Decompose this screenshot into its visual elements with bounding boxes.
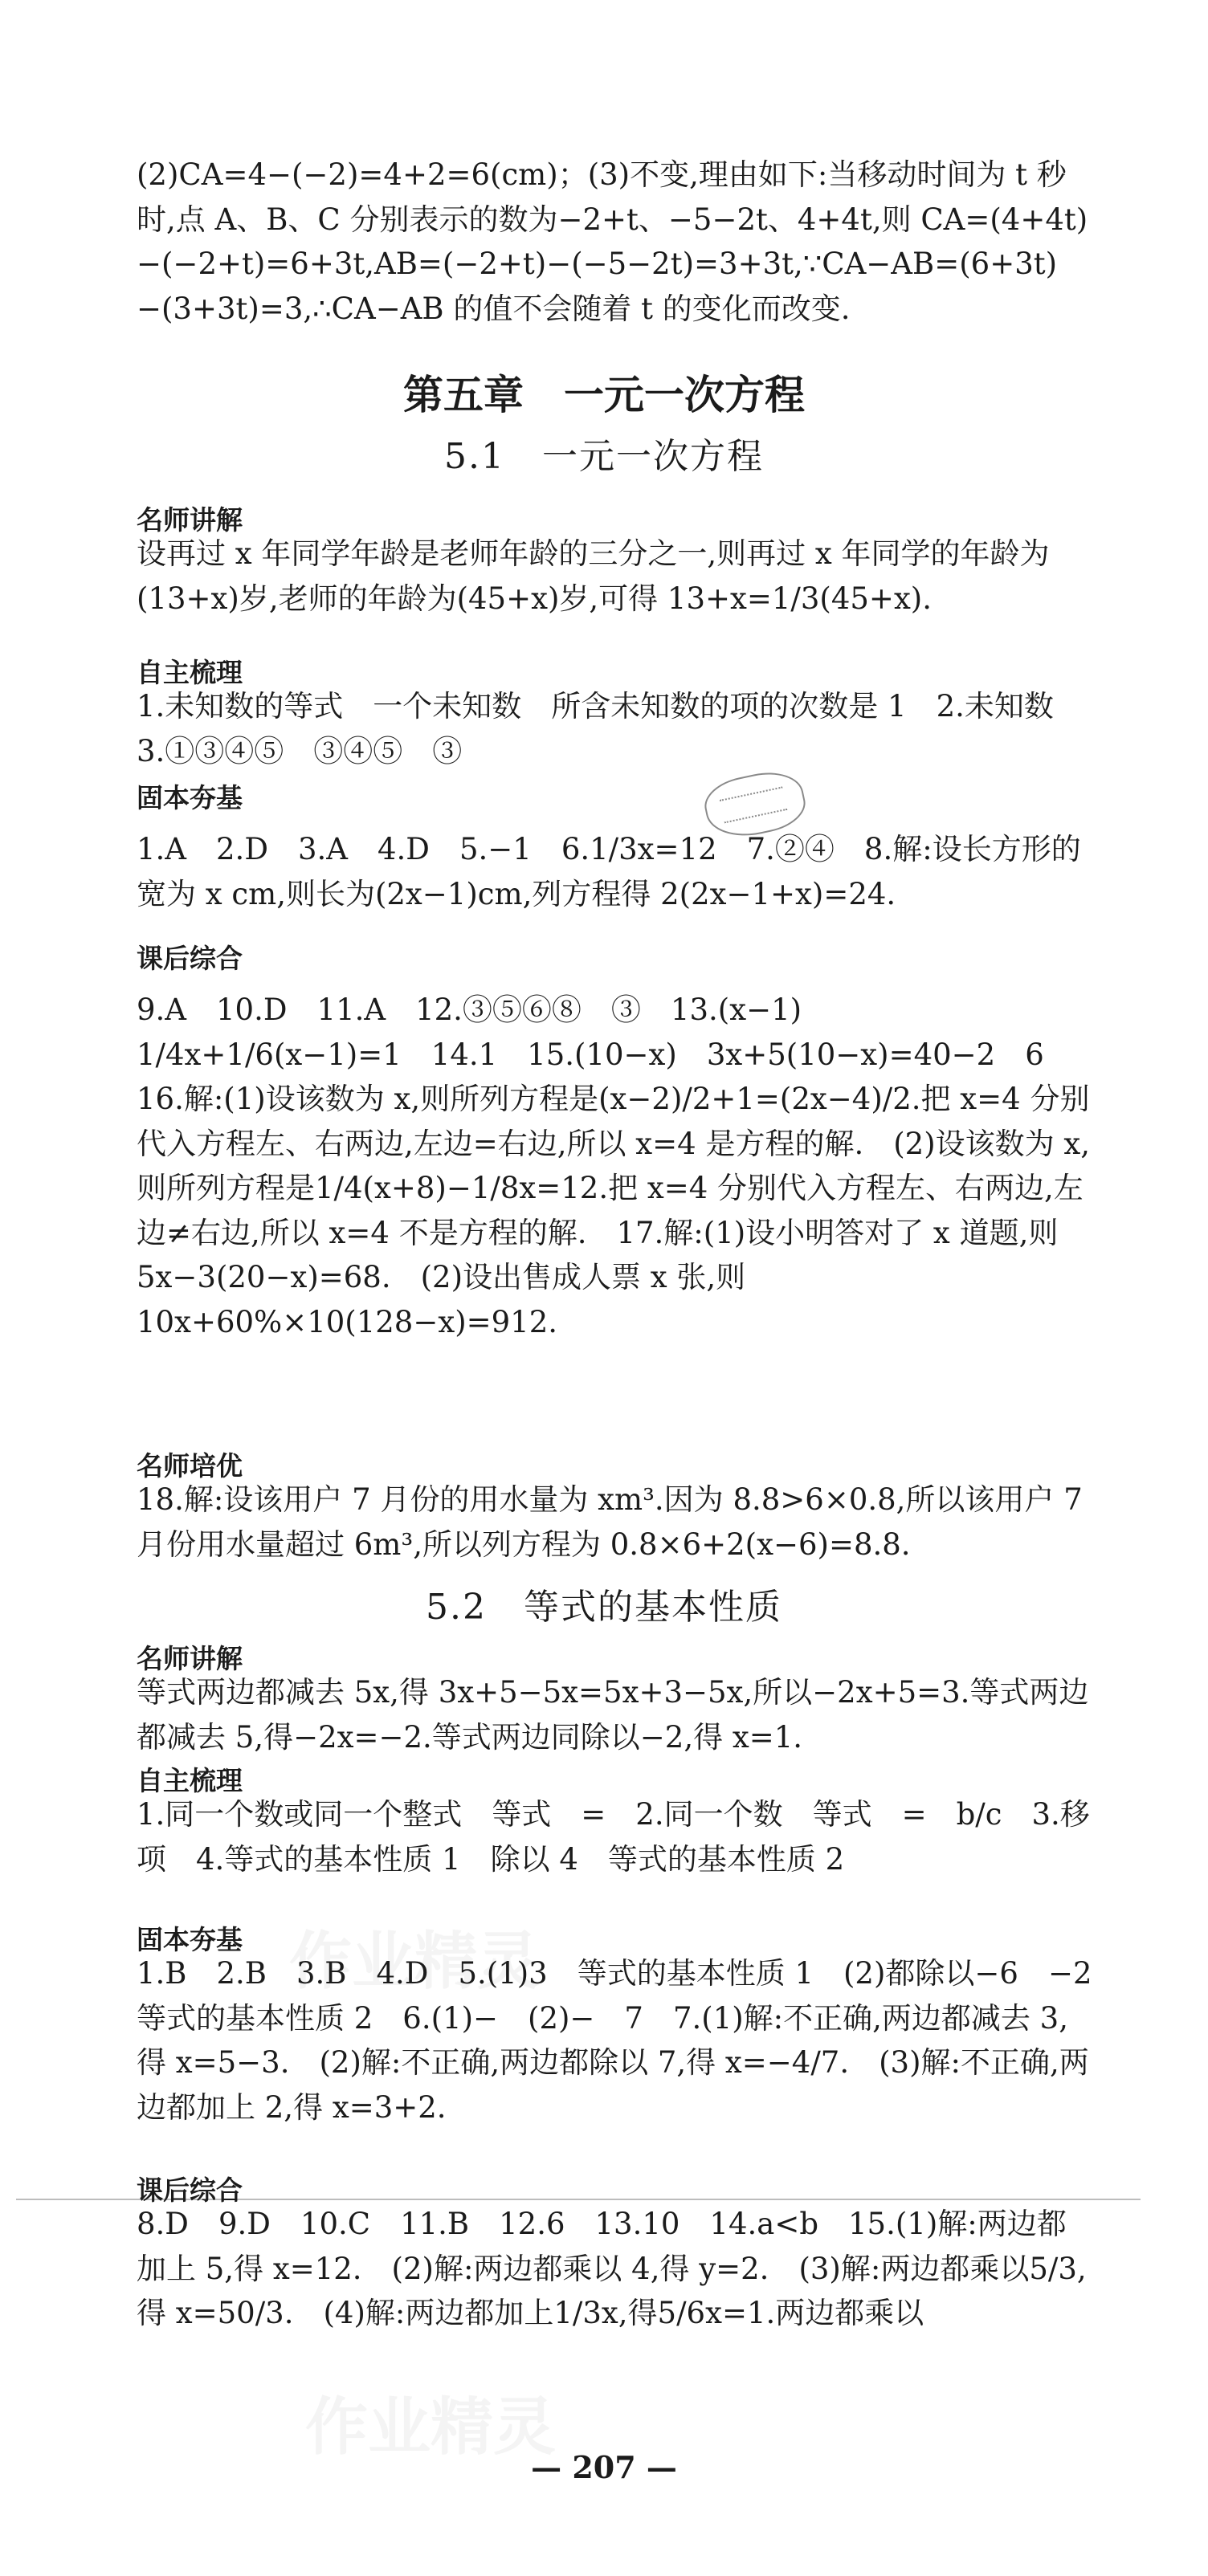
kehou-paragraph-2: 8.D 9.D 10.C 11.B 12.6 13.10 14.a<b 15.(1)解:两边都加上 5,得 x=12. (2)解:两边都乘以 4,得 y=2. (3)解:两边都乘以5/3,得 x=50/3. (4)解:两边都加上1/3x,得5/6x=1.两边都乘以	[137, 2207, 1087, 2330]
page-number: — 207 —	[531, 2449, 677, 2485]
heading-kehou-zonghe: 课后综合	[137, 943, 243, 974]
mingshi-paragraph: 设再过 x 年同学年龄是老师年龄的三分之一,则再过 x 年同学的年龄为(13+x)岁,老师的年龄为(45+x)岁,可得 13+x=1/3(45+x).	[137, 536, 1050, 616]
heading-kehou-zonghe-2: 课后综合	[137, 2175, 243, 2206]
heading-guben-hangji: 固本夯基	[137, 782, 243, 813]
peiyou-paragraph: 18.解:设该用户 7 月份的用水量为 xm³.因为 8.8>6×0.8,所以该用户 7 月份用水量超过 6m³,所以列方程为 0.8×6+2(x−6)=8.8.	[137, 1482, 1083, 1562]
guben-paragraph: 1.A 2.D 3.A 4.D 5.−1 6.1/3x=12 7.②④ 8.解:设长方形的宽为 x cm,则长为(2x−1)cm,列方程得 2(2x−1+x)=24.	[137, 832, 1081, 911]
heading-guben-hangji-2: 固本夯基	[137, 1924, 243, 1955]
mingshi-paragraph-2: 等式两边都减去 5x,得 3x+5−5x=5x+3−5x,所以−2x+5=3.等式两边都减去 5,得−2x=−2.等式两边同除以−2,得 x=1.	[137, 1675, 1089, 1755]
guben-paragraph-2: 1.B 2.B 3.B 4.D 5.(1)3 等式的基本性质 1 (2)都除以−6 −2 等式的基本性质 2 6.(1)− (2)− 7 7.(1)解:不正确,两边都减去 3,得 x=5−3. (2)解:不正确,两边都除以 7,得 x=−4/7. (3)解:不正确,两边都加上 2,得 x=3+2.	[137, 1956, 1122, 2125]
zizhu-paragraph: 1.未知数的等式 一个未知数 所含未知数的项的次数是 1 2.未知数 3.①③④⑤ ③④⑤ ③	[137, 689, 1084, 768]
chapter-title: 第五章 一元一次方程	[403, 372, 805, 418]
heading-mingshi-jiangjie-2: 名师讲解	[137, 1643, 243, 1674]
section-title-5-2: 5.2 等式的基本性质	[426, 1587, 782, 1628]
heading-zizhu-shuli-2: 自主梳理	[137, 1765, 243, 1796]
heading-mingshi-jiangjie: 名师讲解	[137, 504, 243, 536]
section-title-5-1: 5.1 一元一次方程	[444, 436, 764, 477]
intro-paragraph: (2)CA=4−(−2)=4+2=6(cm)；(3)不变,理由如下:当移动时间为 t 秒时,点 A、B、C 分别表示的数为−2+t、−5−2t、4+4t,则 CA=(4+4t)−(−2+t)=6+3t,AB=(−2+t)−(−5−2t)=3+3t,∵CA−AB=(6+3t)−(3+3t)=3,∴CA−AB 的值不会随着 t 的变化而改变.	[137, 157, 1088, 326]
zizhu-paragraph-2: 1.同一个数或同一个整式 等式 = 2.同一个数 等式 = b/c 3.移项 4.等式的基本性质 1 除以 4 等式的基本性质 2	[137, 1797, 1090, 1877]
heading-mingshi-peiyou: 名师培优	[137, 1450, 243, 1482]
kehou-paragraph: 9.A 10.D 11.A 12.③⑤⑥⑧ ③ 13.(x−1) 1/4x+1/6(x−1)=1 14.1 15.(10−x) 3x+5(10−x)=40−2 6 16.解:(1)设该数为 x,则所列方程是(x−2)/2+1=(2x−4)/2.把 x=4 分别代入方程左、右两边,左边=右边,所以 x=4 是方程的解. (2)设该数为 x,则所列方程是1/4(x+8)−1/8x=12.把 x=4 分别代入方程左、右两边,左边≠右边,所以 x=4 不是方程的解. 17.解:(1)设小明答对了 x 道题,则 5x−3(20−x)=68. (2)设出售成人票 x 张,则 10x+60%×10(128−x)=912.	[137, 992, 1091, 1339]
heading-zizhu-shuli: 自主梳理	[137, 657, 243, 688]
